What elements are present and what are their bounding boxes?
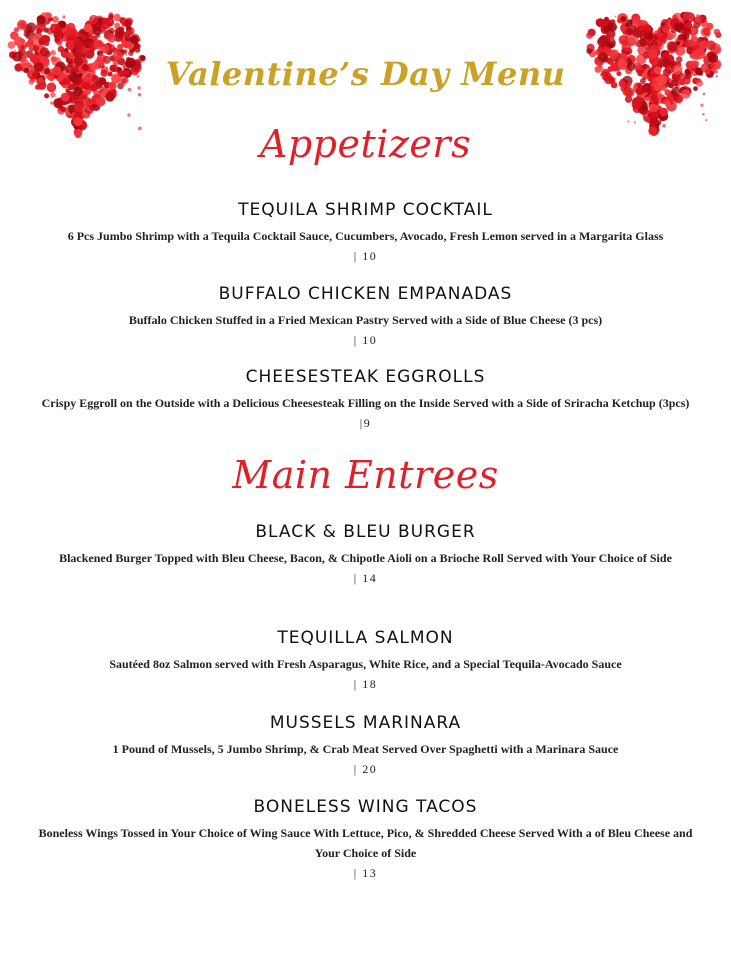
section-title-appetizers: Appetizers	[259, 122, 472, 166]
item-price: | 10	[353, 333, 378, 347]
item-name: CHEESESTEAK EGGROLLS	[245, 367, 486, 387]
item-description: Boneless Wings Tossed in Your Choice of Wing Sauce With Lettuce, Pico, & Shredded Cheese Served With a of Bleu Cheese and Your Choice of Side	[38, 826, 693, 860]
menu-title: Valentine’s Day Menu	[165, 55, 566, 93]
item-price: |9	[359, 416, 372, 430]
item-description: Sautéed 8oz Salmon served with Fresh Asparagus, White Rice, and a Special Tequila-Avocado Sauce	[109, 657, 622, 671]
section-title-entrees: Main Entrees	[232, 453, 499, 497]
item-description: Blackened Burger Topped with Bleu Cheese, Bacon, & Chipotle Aioli on a Brioche Roll Served with Your Choice of Side	[59, 551, 672, 565]
item-name: MUSSELS MARINARA	[269, 713, 462, 733]
item-description: 1 Pound of Mussels, 5 Jumbo Shrimp, & Crab Meat Served Over Spaghetti with a Marinara Sauce	[112, 742, 619, 756]
item-name: BLACK & BLEU BURGER	[255, 522, 476, 542]
item-name: BONELESS WING TACOS	[253, 797, 478, 817]
menu-item	[30, 797, 701, 881]
item-description: Buffalo Chicken Stuffed in a Fried Mexican Pastry Served with a Side of Blue Cheese (3 pcs)	[128, 313, 603, 327]
item-description: 6 Pcs Jumbo Shrimp with a Tequila Cocktail Sauce, Cucumbers, Avocado, Fresh Lemon served in a Margarita Glass	[67, 229, 664, 243]
item-name: TEQUILA SHRIMP COCKTAIL	[238, 200, 493, 220]
menu-item	[20, 200, 711, 264]
item-price: | 18	[353, 677, 378, 691]
item-price: | 14	[353, 571, 378, 585]
item-price: | 20	[353, 762, 378, 776]
menu-item	[20, 284, 711, 348]
menu-item	[20, 628, 711, 692]
item-name: BUFFALO CHICKEN EMPANADAS	[218, 284, 513, 304]
menu-item	[20, 367, 711, 431]
item-name: TEQUILLA SALMON	[277, 628, 454, 648]
item-price: | 10	[353, 249, 378, 263]
menu-item	[20, 713, 711, 777]
menu-item	[50, 522, 681, 586]
item-description: Crispy Eggroll on the Outside with a Delicious Cheesesteak Filling on the Inside Served with a Side of Sriracha Ketchup (3pcs)	[41, 396, 690, 410]
item-price: | 13	[353, 866, 378, 880]
